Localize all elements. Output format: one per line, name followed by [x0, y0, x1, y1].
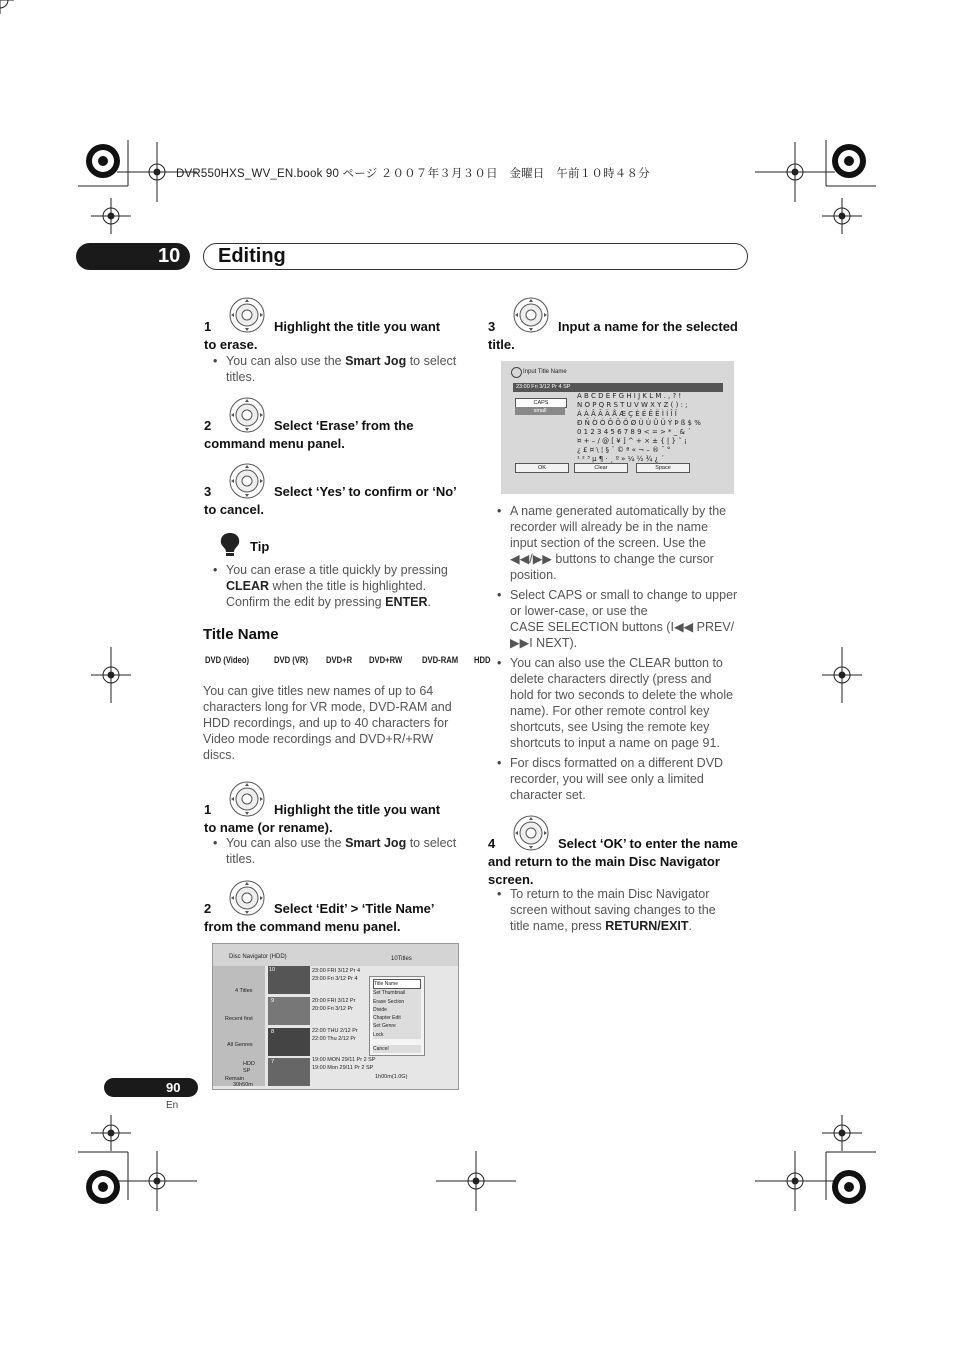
- input-step-3: 3 Input a name for the selected title.: [488, 319, 738, 352]
- page-number: 90: [166, 1080, 181, 1095]
- page-language: En: [166, 1100, 179, 1111]
- char-row[interactable]: ¤ + – / @ [ ¥ ] ^ + × ± { | } ˜ ¡: [577, 437, 687, 445]
- tip-icon: [216, 531, 244, 557]
- clear-button[interactable]: Clear: [574, 463, 628, 473]
- name-bullet: • You can also use the Smart Jog to select titles.: [226, 835, 471, 867]
- chapter-title: Editing: [218, 245, 286, 267]
- input-bullet-4: • For discs formatted on a different DVD recorder, you will see only a limited character set.: [510, 755, 755, 803]
- menu-item[interactable]: Divide: [373, 1006, 421, 1014]
- char-row[interactable]: ¹ ² ³ µ ¶ · ¸ º » ¼ ½ ¾ ¿ ´: [577, 455, 665, 463]
- character-grid[interactable]: [577, 392, 701, 464]
- navigator-row-num: 10: [269, 967, 276, 973]
- char-row[interactable]: N O P Q R S T U V W X Y Z ( ) : ;: [577, 401, 688, 409]
- disc-tag: DVD (VR): [274, 655, 308, 665]
- navigator-side-label: Recent first: [225, 1016, 253, 1022]
- input-bullet-3: • You can also use the CLEAR button to delete characters directly (press and hold for two seconds to delete the whole name). For other remote control key shortcuts, see Using the remote key shortcuts to input a name on page 91.: [510, 655, 755, 751]
- navigator-row-text: 22:00 Thu 2/12 Pr: [312, 1036, 356, 1042]
- navigator-row-text: 20:00 FRI 3/12 Pr: [312, 998, 356, 1004]
- menu-item[interactable]: Chapter Edit: [373, 1014, 421, 1022]
- navigator-row-text: 23:00 FRI 3/12 Pr 4: [312, 968, 360, 974]
- navigator-row-text: 20:00 Fri 3/12 Pr: [312, 1006, 353, 1012]
- navigator-title: Disc Navigator (HDD): [229, 954, 287, 960]
- command-menu: [369, 976, 425, 1056]
- section-title: Title Name: [203, 626, 279, 643]
- small-button[interactable]: small: [515, 407, 565, 415]
- erase-step-3: 3 Select ‘Yes’ to confirm or ‘No’ to cancel.: [204, 484, 457, 517]
- disc-navigator-screen: [212, 943, 459, 1090]
- navigator-row-text: 22:00 THU 2/12 Pr: [312, 1028, 358, 1034]
- navigator-side-label: HDD: [243, 1061, 255, 1067]
- erase-step-2: 2 Select ‘Erase’ from the command menu panel.: [204, 418, 414, 451]
- chapter-number: 10: [158, 245, 181, 267]
- menu-item[interactable]: Lock: [373, 1031, 421, 1039]
- navigator-side-label: 4 Titles: [235, 988, 253, 994]
- erase-step-1: 1 Highlight the title you want to erase.: [204, 319, 441, 352]
- navigator-row-num: 7: [271, 1059, 275, 1065]
- navigator-row-text: 19:00 Mon 29/11 Pr 2 SP: [312, 1065, 374, 1071]
- space-button[interactable]: Space: [636, 463, 690, 473]
- title-name-intro: You can give titles new names of up to 64 characters long for VR mode, DVD-RAM and HDD recordings, and up to 40 characters for Video mode recordings and DVD+R/+RW discs.: [203, 684, 452, 762]
- step4-bullet: • To return to the main Disc Navigator screen without saving changes to the title name, press RETURN/EXIT.: [510, 886, 755, 934]
- disc-tag: DVD (Video): [205, 655, 250, 665]
- navigator-side-label: 30h50m: [233, 1082, 253, 1088]
- navigator-count: 10Titles: [391, 956, 412, 962]
- char-row[interactable]: 0 1 2 3 4 5 6 7 8 9 < = > * _ & ´: [577, 428, 691, 436]
- menu-item[interactable]: Set Genre: [373, 1022, 421, 1030]
- erase-bullet: • You can also use the Smart Jog to select titles.: [226, 353, 471, 385]
- name-step-1: 1 Highlight the title you want to name (or rename).: [204, 802, 441, 835]
- char-row[interactable]: Ð Ñ Ò Ó Ô Õ Ö Ø Ù Ú Û Ü Ý Þ ß $ %: [577, 419, 701, 427]
- caps-button[interactable]: CAPS: [515, 398, 567, 408]
- menu-item[interactable]: Erase Section: [373, 998, 421, 1006]
- page-number-pill: [104, 1078, 198, 1097]
- navigator-footer: 1h00m(1.0G): [375, 1074, 408, 1080]
- disc-tag: DVD-RAM: [422, 655, 459, 665]
- menu-item[interactable]: Cancel: [373, 1045, 421, 1053]
- navigator-row-text: 19:00 MON 29/11 Pr 2 SP: [312, 1057, 376, 1063]
- disc-tag: DVD+RW: [369, 655, 403, 665]
- menu-item-title-name[interactable]: Title Name: [373, 979, 421, 989]
- char-row[interactable]: ¿ £ ¤ \ ¦ § ¨ © ª « ¬ – ® ¯ °: [577, 446, 671, 454]
- menu-item[interactable]: Set Thumbnail: [373, 989, 421, 997]
- disc-tag: HDD: [474, 655, 491, 665]
- disc-tag: DVD+R: [326, 655, 353, 665]
- navigator-side-label: Remain: [225, 1076, 244, 1082]
- navigator-side-label: SP: [243, 1068, 251, 1074]
- input-bullet-1: • A name generated automatically by the recorder will already be in the name input section of the screen. Use the ◀◀/▶▶ buttons to change the cursor position.: [510, 503, 755, 583]
- file-header-line: DVR550HXS_WV_EN.book 90 ページ ２００７年３月３０日 金曜日 午前１０時４８分: [176, 168, 650, 180]
- title-name-field[interactable]: 23:00 Fri 3/12 Pr 4 SP: [516, 384, 571, 390]
- ok-button[interactable]: OK: [515, 463, 569, 473]
- navigator-row-text: 23:00 Fri 3/12 Pr 4: [312, 976, 358, 982]
- name-step-2: 2 Select ‘Edit’ > ‘Title Name’ from the command menu panel.: [204, 901, 435, 934]
- char-row[interactable]: À Á Â Ã Ä Å Æ Ç È É Ê Ë Ì Í Î Ï: [577, 410, 677, 418]
- navigator-side-label: All Genres: [227, 1042, 253, 1048]
- input-screen-title: Input Title Name: [523, 369, 567, 375]
- input-title-screen: [501, 361, 734, 494]
- navigator-row-num: 9: [271, 998, 275, 1004]
- navigator-row-num: 8: [271, 1029, 275, 1035]
- input-step-4: 4 Select ‘OK’ to enter the name and return to the main Disc Navigator screen.: [488, 836, 738, 887]
- tip-label: Tip: [250, 539, 270, 554]
- disc-tags: [205, 655, 496, 665]
- char-row[interactable]: A B C D E F G H I J K L M . , ? !: [577, 392, 682, 400]
- tip-bullet: • You can erase a title quickly by pressing CLEAR when the title is highlighted. Confirm the edit by pressing ENTER.: [226, 562, 471, 610]
- input-bullet-2: • Select CAPS or small to change to upper or lower-case, or use the CASE SELECTION buttons (I◀◀ PREV/ ▶▶I NEXT).: [510, 587, 755, 651]
